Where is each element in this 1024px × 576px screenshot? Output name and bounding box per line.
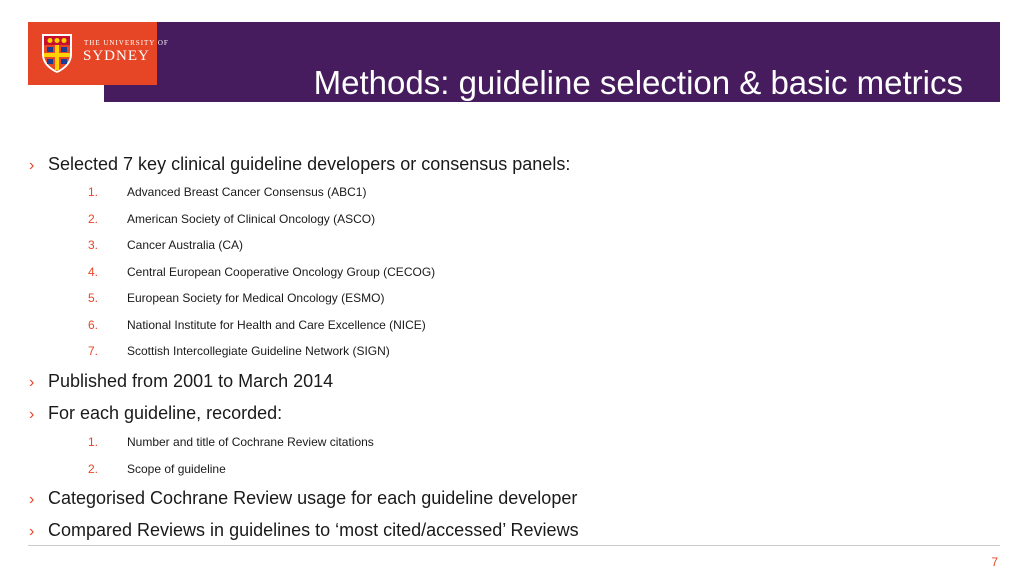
- chevron-right-icon: ›: [29, 374, 35, 391]
- sub-item-number: 1.: [88, 435, 99, 449]
- sub-item-number: 3.: [88, 238, 99, 252]
- sub-item-text: American Society of Clinical Oncology (ASCO): [127, 212, 376, 226]
- bullet-item: [29, 520, 579, 541]
- logo-text-small: THE UNIVERSITY OF: [84, 39, 169, 47]
- page-number: 7: [991, 555, 998, 569]
- sub-item-number: 2.: [88, 212, 99, 226]
- sub-list-item: [88, 185, 366, 199]
- sub-list-item: [88, 212, 375, 226]
- sub-list-item: [88, 238, 243, 252]
- slide-title: Methods: guideline selection & basic metrics: [313, 64, 963, 101]
- chevron-right-icon: ›: [29, 157, 35, 174]
- sub-item-text: National Institute for Health and Care Excellence (NICE): [127, 318, 426, 332]
- bullet-text: For each guideline, recorded:: [48, 403, 283, 423]
- sub-list-item: [88, 435, 374, 449]
- sub-list-item: [88, 344, 390, 358]
- logo-text-big: SYDNEY: [83, 48, 150, 64]
- bullet-item: [29, 403, 282, 424]
- sub-item-text: Scottish Intercollegiate Guideline Network (SIGN): [127, 344, 390, 358]
- sub-item-number: 4.: [88, 265, 99, 279]
- sub-list-item: [88, 291, 384, 305]
- bullet-text: Categorised Cochrane Review usage for each guideline developer: [48, 488, 578, 508]
- sub-list-item: [88, 265, 435, 279]
- sub-list-item: [88, 462, 226, 476]
- chevron-right-icon: ›: [29, 523, 35, 540]
- sub-item-text: Cancer Australia (CA): [127, 238, 244, 252]
- sub-item-number: 2.: [88, 462, 99, 476]
- bullet-item: [29, 488, 577, 509]
- sub-list-item: [88, 318, 426, 332]
- bullet-text: Published from 2001 to March 2014: [48, 371, 334, 391]
- sub-item-text: European Society for Medical Oncology (ESMO): [127, 291, 385, 305]
- sub-item-number: 5.: [88, 291, 99, 305]
- bullet-item: [29, 154, 570, 175]
- sub-item-text: Number and title of Cochrane Review citations: [127, 435, 374, 449]
- chevron-right-icon: ›: [29, 491, 35, 508]
- bullet-item: [29, 371, 333, 392]
- bullet-text: Selected 7 key clinical guideline developers or consensus panels:: [48, 154, 571, 174]
- sub-item-text: Advanced Breast Cancer Consensus (ABC1): [127, 185, 367, 199]
- sub-item-text: Central European Cooperative Oncology Group (CECOG): [127, 265, 436, 279]
- chevron-right-icon: ›: [29, 406, 35, 423]
- footer-divider: [28, 545, 1000, 546]
- sub-item-number: 6.: [88, 318, 99, 332]
- sub-item-number: 7.: [88, 344, 99, 358]
- bullet-text: Compared Reviews in guidelines to ‘most cited/accessed’ Reviews: [48, 520, 579, 540]
- sub-item-number: 1.: [88, 185, 99, 199]
- sub-item-text: Scope of guideline: [127, 462, 226, 476]
